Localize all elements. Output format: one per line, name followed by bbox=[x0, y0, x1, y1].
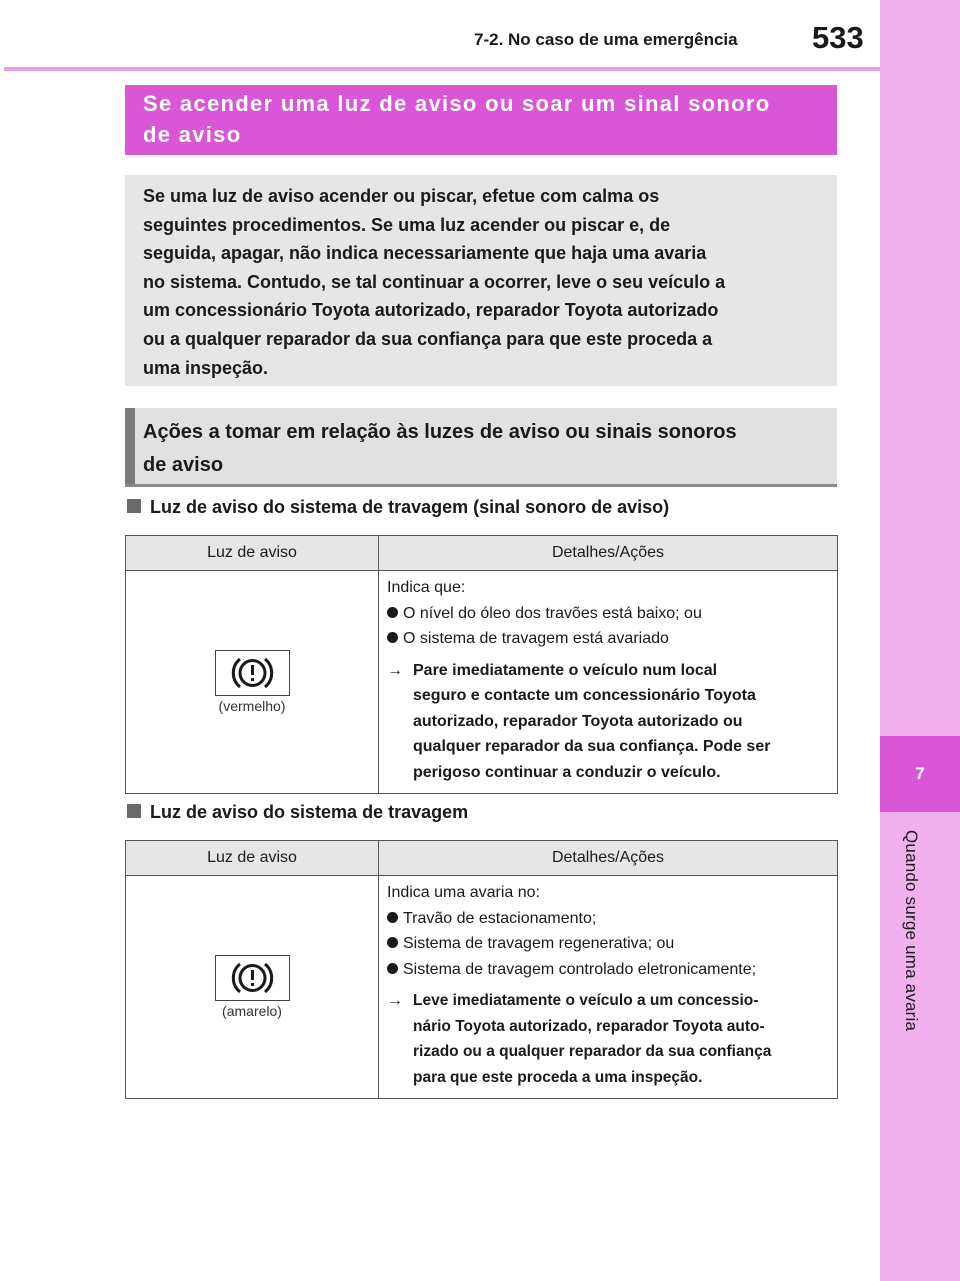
chapter-number: 7 bbox=[915, 764, 925, 783]
icon-color-label: (amarelo) bbox=[222, 1003, 282, 1019]
topic-banner bbox=[125, 85, 837, 155]
intro-line: Se uma luz de aviso acender ou piscar, efetue com calma os bbox=[143, 186, 660, 206]
square-bullet-icon bbox=[127, 804, 141, 818]
column-header-light: Luz de aviso bbox=[126, 841, 379, 876]
section-title-brake bbox=[127, 802, 468, 823]
action-instruction bbox=[387, 658, 829, 786]
warning-table-brake-beep bbox=[125, 535, 838, 794]
details-intro: Indica que: bbox=[387, 579, 466, 596]
section-header: 7-2. No caso de uma emergência bbox=[474, 30, 738, 49]
action-instruction bbox=[387, 988, 829, 1090]
bullet-dot-icon bbox=[387, 912, 398, 923]
column-header-details: Detalhes/Ações bbox=[379, 841, 838, 876]
intro-line: seguida, apagar, não indica necessariamente que haja uma avaria bbox=[143, 243, 707, 264]
arrow-right-icon: → bbox=[387, 661, 403, 679]
action-line: rizado ou a qualquer reparador da sua confiança bbox=[413, 1043, 772, 1060]
intro-line: uma inspeção. bbox=[143, 357, 269, 378]
action-line: para que este proceda a uma inspeção. bbox=[413, 1068, 703, 1086]
brake-warning-icon bbox=[215, 955, 290, 1001]
subheading bbox=[125, 408, 837, 484]
subheading-line2: de aviso bbox=[143, 454, 224, 476]
arrow-right-icon: → bbox=[387, 992, 403, 1009]
icon-color-label: (vermelho) bbox=[218, 698, 286, 714]
section-title-text: Luz de aviso do sistema de travagem (sinal sonoro de aviso) bbox=[150, 497, 670, 517]
list-item: O sistema de travagem está avariado bbox=[387, 626, 829, 652]
action-line: qualquer reparador da sua confiança. Pode ser bbox=[413, 738, 771, 755]
action-line: Leve imediatamente o veículo a um concessio- bbox=[413, 992, 759, 1009]
square-bullet-icon bbox=[127, 499, 141, 513]
list-item: Sistema de travagem regenerativa; ou bbox=[387, 931, 829, 957]
intro-paragraph bbox=[125, 175, 837, 386]
details-cell bbox=[379, 876, 838, 1099]
brake-warning-icon bbox=[215, 650, 290, 696]
intro-line: um concessionário Toyota autorizado, reparador Toyota autorizado bbox=[143, 300, 719, 321]
banner-title-line2: de aviso bbox=[143, 122, 242, 147]
bullet-dot-icon bbox=[387, 632, 398, 643]
list-item: Sistema de travagem controlado eletronicamente; bbox=[387, 957, 829, 983]
bullet-dot-icon bbox=[387, 937, 398, 948]
page-number: 533 bbox=[812, 20, 864, 55]
column-header-details: Detalhes/Ações bbox=[379, 536, 838, 571]
warning-light-cell bbox=[126, 571, 379, 794]
bullet-dot-icon bbox=[387, 607, 398, 618]
action-line: nário Toyota autorizado, reparador Toyota auto- bbox=[413, 1017, 765, 1035]
subheading-line1: Ações a tomar em relação às luzes de aviso ou sinais sonoros bbox=[143, 421, 737, 443]
action-line: Pare imediatamente o veículo num local bbox=[413, 661, 718, 679]
chapter-title: Quando surge uma avaria bbox=[902, 830, 921, 1032]
column-header-light: Luz de aviso bbox=[126, 536, 379, 571]
intro-line: ou a qualquer reparador da sua confiança para que este proceda a bbox=[143, 328, 713, 349]
action-line: seguro e contacte um concessionário Toyota bbox=[413, 687, 756, 704]
warning-light-cell bbox=[126, 876, 379, 1099]
intro-line: no sistema. Contudo, se tal continuar a ocorrer, leve o seu veículo a bbox=[143, 271, 726, 292]
section-title-brake-beep bbox=[127, 497, 669, 518]
subheading-underline bbox=[125, 484, 837, 487]
list-item: Travão de estacionamento; bbox=[387, 906, 829, 932]
details-intro: Indica uma avaria no: bbox=[387, 884, 540, 901]
list-item: O nível do óleo dos travões está baixo; ou bbox=[387, 601, 829, 627]
bullet-dot-icon bbox=[387, 963, 398, 974]
header-divider bbox=[4, 67, 880, 71]
action-line: autorizado, reparador Toyota autorizado ou bbox=[413, 712, 743, 730]
warning-table-brake bbox=[125, 840, 838, 1099]
action-line: perigoso continuar a conduzir o veículo. bbox=[413, 763, 721, 781]
banner-title-line1: Se acender uma luz de aviso ou soar um sinal sonoro bbox=[143, 91, 771, 116]
section-title-text: Luz de aviso do sistema de travagem bbox=[150, 802, 469, 822]
intro-line: seguintes procedimentos. Se uma luz acender ou piscar e, de bbox=[143, 214, 671, 235]
chapter-side-tab bbox=[880, 0, 960, 1281]
details-cell bbox=[379, 571, 838, 794]
